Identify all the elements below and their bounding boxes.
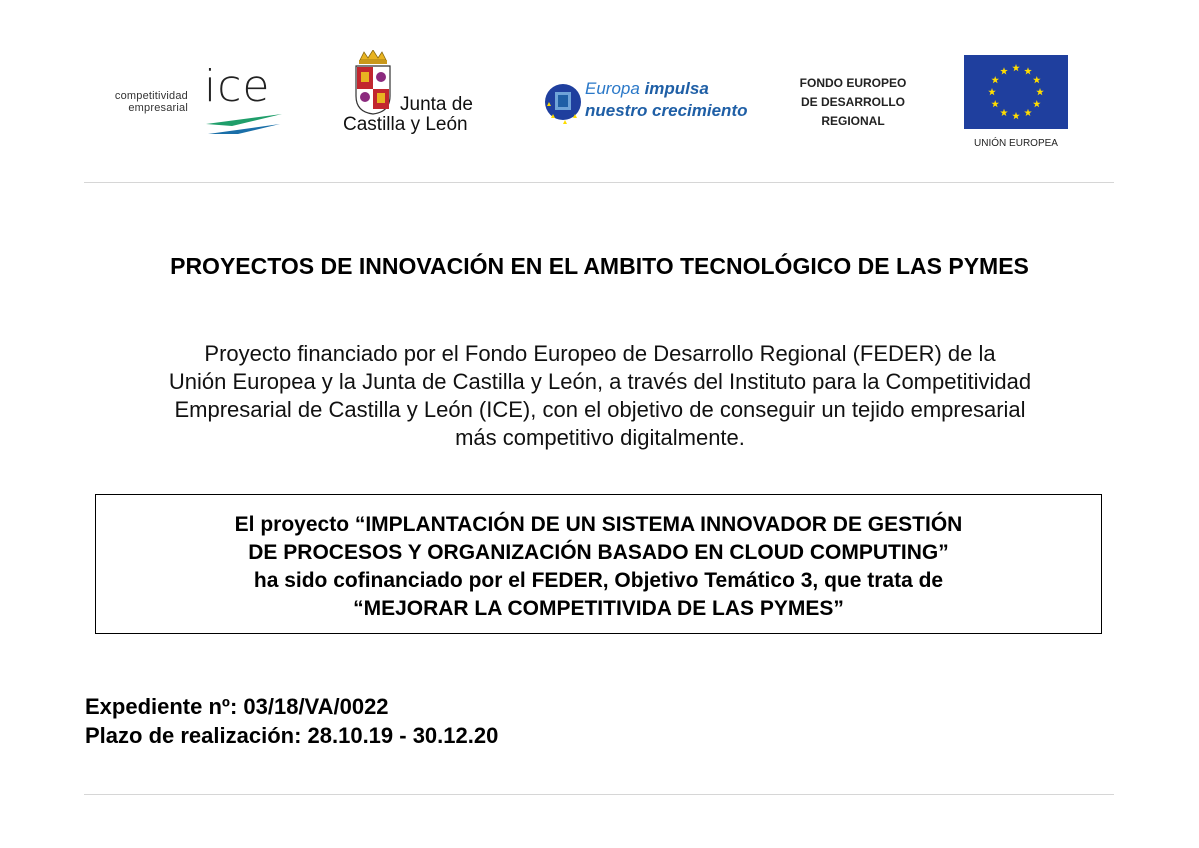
project-box	[95, 494, 1102, 634]
project-line: El proyecto “IMPLANTACIÓN DE UN SISTEMA INNOVADOR DE GESTIÓN	[234, 513, 963, 536]
feder-line: FONDO EUROPEO	[799, 76, 907, 90]
europa-word2: impulsa	[644, 79, 709, 98]
junta-text-line2: Castilla y León	[343, 114, 468, 135]
page-title: PROYECTOS DE INNOVACIÓN EN EL AMBITO TECNOLÓGICO DE LAS PYMES	[170, 253, 1029, 279]
europa-impulsa-logo	[543, 74, 763, 130]
ice-mark: ice	[204, 61, 271, 112]
logo-bar	[0, 0, 1199, 180]
divider-bottom	[84, 794, 1114, 795]
project-line: DE PROCESOS Y ORGANIZACIÓN BASADO EN CLOUD COMPUTING”	[248, 541, 949, 564]
intro-line: Proyecto financiado por el Fondo Europeo de Desarrollo Regional (FEDER) de la	[204, 341, 996, 366]
plazo-realizacion: Plazo de realización: 28.10.19 - 30.12.20	[85, 723, 499, 748]
project-line: ha sido cofinanciado por el FEDER, Objetivo Temático 3, que trata de	[253, 569, 944, 592]
europa-word1: Europa	[585, 79, 640, 98]
project-line: “MEJORAR LA COMPETITIVIDA DE LAS PYMES”	[353, 597, 844, 620]
junta-logo	[340, 50, 490, 142]
junta-text-line1: Junta de	[400, 94, 473, 115]
feder-line: REGIONAL	[821, 114, 885, 128]
ice-logo	[98, 61, 288, 140]
divider-top	[84, 182, 1114, 183]
expediente-number: Expediente nº: 03/18/VA/0022	[85, 694, 389, 719]
intro-line: Unión Europea y la Junta de Castilla y León, a través del Instituto para la Competitividad	[168, 369, 1032, 394]
feder-line: DE DESARROLLO	[800, 95, 905, 109]
ice-text-line2: empresarial	[128, 102, 188, 114]
ice-swoosh-icon	[202, 110, 284, 136]
eu-flag-icon	[964, 55, 1068, 129]
project-meta	[85, 692, 498, 750]
eu-label: UNIÓN EUROPEA	[974, 138, 1058, 149]
castilla-leon-shield-icon	[352, 50, 394, 116]
europa-globe-icon	[543, 74, 583, 128]
feder-label	[778, 74, 928, 131]
europa-text-line2: nuestro crecimiento	[585, 101, 748, 120]
ice-text-line1: competitividad	[114, 90, 188, 102]
intro-paragraph	[90, 340, 1110, 452]
europa-text-line1	[585, 79, 709, 99]
intro-line: más competitivo digitalmente.	[455, 425, 745, 450]
intro-line: Empresarial de Castilla y León (ICE), con el objetivo de conseguir un tejido empresarial	[174, 397, 1026, 422]
